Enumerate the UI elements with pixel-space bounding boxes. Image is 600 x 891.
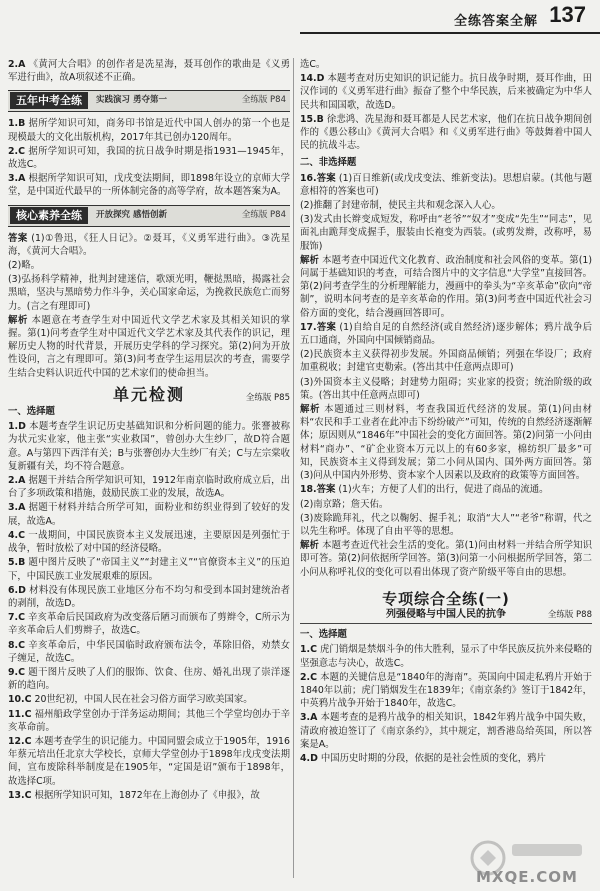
answer-text: (3)发式由长辫变成短发，称呼由“老爷”“奴才”变成“先生”“同志”，见面礼由跪拜变成握手，服装由长袍变为西装。(或剪发辫，改称呼，易服饰): [300, 214, 592, 252]
page-header: [0, 0, 600, 40]
answer-text: 辛亥革命后民国政府为改变落后陋习而颁布了剪辫令，C所示为辛亥革命后人们剪辫子，故选C。: [8, 612, 290, 637]
banner-title: 五年中考全练: [10, 92, 88, 109]
answer-text: 本题意在考查学生对中国近代文学艺术家及其相关知识的掌握。第(1)问考查学生对中国近代文学艺术家及其代表作的识记，理解历史人物的时代背景，开展历史学科的学习探究。第(2)问为开放性设问，言之有理即可。第(3)问考查学生运用层次的考查，需要学生结合史料认识近代中国的艺术家们的使命担当。: [8, 314, 290, 379]
answer-text: (3)弘扬科学精神，批判封建迷信，歌颂光明，鞭挞黑暗，揭露社会黑暗，坚决与黑暗势力作斗争，关心国家命运，为挽救民族危亡而努力。(言之有理即可): [8, 274, 290, 312]
special-subtitle: [300, 608, 592, 624]
answer-number: 4.C: [8, 529, 25, 541]
answer-entry: [8, 273, 290, 313]
answer-text: (2)南京路；詹天佑。: [300, 498, 389, 510]
answer-text: 本题考查学生识记历史基础知识和分析问题的能力。张謇被称为状元实业家，他主张“实业救国”，曾创办大生纱厂，故D符合题意。A与第四下西洋有关；B与张謇创办大生纱厂有关；C与左宗棠收复新疆有关，均不符合题意。: [8, 421, 290, 472]
answer-entry: [8, 708, 290, 734]
answer-number: 18.答案: [300, 484, 336, 496]
entry-list: [8, 420, 290, 802]
section-heading: 二、非选择题: [300, 157, 357, 169]
entry-list: [8, 117, 290, 198]
answer-text: 本题考查对历史知识的识记能力。抗日战争时期，聂耳作曲，田汉作词的《义勇军进行曲》振奋了整个中华民族，后来被确定为中华人民共和国国歌，故选D。: [300, 73, 592, 111]
answer-text: (2)推翻了封建帝制，使民主共和观念深入人心。: [300, 200, 501, 212]
answer-number: 解析: [300, 540, 320, 552]
answer-number: 2.C: [300, 671, 317, 683]
answer-text: 本题考查的是鸦片战争的相关知识，1842年鸦片战争中国失败，清政府被迫签订了《南京条约》，其中规定，割香港岛给英国，所以答案是A。: [300, 712, 592, 750]
answer-number: 11.C: [8, 708, 32, 720]
answer-number: 10.C: [8, 694, 32, 706]
answer-entry: [300, 376, 592, 402]
answer-number: 2.C: [8, 145, 25, 157]
section-heading: 一、选择题: [300, 629, 347, 641]
answer-entry: [8, 58, 290, 84]
answer-text: 徐悲鸿、冼星海和聂耳都是人民艺术家，他们在抗日战争期间创作的《愚公移山》《黄河大合唱》和《义勇军进行曲》等鼓舞着中国人民的抗战斗志。: [300, 113, 592, 152]
answer-text: 根据所学知识可知，戊戌变法期间，即1898年设立的京师大学堂，是中国近代最早的一所体制完备的高等学府，故本题答案为A。: [8, 173, 290, 198]
answer-entry: [8, 259, 290, 272]
answer-entry: [300, 172, 592, 198]
special-title: 专项综合全练(一): [382, 589, 510, 608]
banner-core-literacy: [8, 205, 290, 227]
answer-entry: [300, 539, 592, 579]
answer-text: 根据所学知识可知，1872年在上海创办了《申报》，故: [34, 789, 260, 801]
answer-text: 一战期间，中国民族资本主义发展迅速，主要原因是列强忙于战争，暂时放松了对中国的经济侵略。: [8, 529, 290, 555]
answer-entry: [300, 348, 592, 374]
banner-page-ref: 全练版 P84: [241, 95, 286, 106]
answer-number: 14.D: [300, 73, 325, 85]
special-subtitle-text: 列强侵略与中国人民的抗争: [386, 608, 506, 620]
answer-entry: [300, 321, 592, 347]
banner-five-year-exam: [8, 90, 290, 112]
answer-number: 1.D: [8, 421, 26, 433]
answer-entry: [8, 474, 290, 500]
answer-entry: [8, 117, 290, 143]
answer-text: (2)民族资本主义获得初步发展。外国商品倾销；列强在华设厂；政府加重税收；封建官吏勒索。(答出其中任意两点即可): [300, 349, 592, 374]
answer-text: 据所学知识可知，商务印书馆是近代中国人创办的第一个也是现模最大的文化出版机构，2017年其已创办120周年。: [8, 118, 290, 143]
answer-text: 据题干材料并结合所学可知，面粉业和纺织业得到了较好的发展，故选A。: [8, 502, 290, 527]
special-page-ref: 全练版 P88: [547, 609, 592, 620]
banner-title: 核心素养全练: [10, 207, 88, 224]
answer-entry: [8, 420, 290, 473]
answer-text: (1)①鲁迅，《狂人日记》。②聂耳，《义勇军进行曲》。③冼星海，《黄河大合唱》。: [8, 232, 290, 257]
right-column: [300, 58, 592, 766]
answer-entry: [300, 671, 592, 711]
answer-number: 3.A: [300, 712, 318, 724]
entry-list: [300, 643, 592, 765]
answer-text: 据所学知识可知，我国的抗日战争时期是指1931—1945年，故选C。: [8, 145, 290, 171]
answer-entry: [8, 145, 290, 171]
answer-number: 2.A: [8, 475, 26, 487]
banner-subtitle: 开放探究 感悟创新: [96, 209, 167, 220]
answer-text: 材料没有体现民族工业地区分布不均匀和受到本国封建统治者的剥削，故选D。: [8, 584, 290, 609]
answer-text: (1)自给自足的自然经济(或自然经济)逐步解体；鸦片战争后五口通商，外国向中国倾销商品。: [300, 321, 592, 347]
answer-entry: [300, 512, 592, 538]
answer-text: 选C。: [300, 59, 326, 70]
answer-entry: [300, 498, 592, 511]
answer-number: 16.答案: [300, 172, 336, 184]
answer-entry: [8, 314, 290, 380]
answer-entry: [300, 711, 592, 751]
answer-number: 7.C: [8, 612, 25, 624]
answer-text: 本题考查中国近代文化教育、政治制度和社会风俗的变革。第(1)问属于基础知识的考查，可结合图片中的文字信息“大学堂”直接回答。第(2)问考查学生的分析理解能力，漫画中的拳头为“辛亥革命”砍向“帝制”，说明本问考查的是辛亥革命的作用。第(3)问考查中国近代社会习俗方面的变化，结合漫画回答即可。: [300, 254, 592, 319]
answer-text: (3)废除跪拜礼，代之以鞠躬、握手礼；取消“大人”“老爷”称谓，代之以先生称呼。体现了自由平等的思想。: [300, 512, 592, 537]
answer-number: 15.B: [300, 113, 324, 125]
section-heading: 一、选择题: [8, 406, 55, 418]
entry-list: [300, 172, 592, 579]
watermark-text: MXQE.COM: [476, 868, 578, 886]
answer-entry: [300, 752, 592, 765]
answer-entry: [8, 611, 290, 637]
answer-text: 辛亥革命后，中华民国临时政府颁布法令，革除旧俗，劝禁女子缠足，故选C。: [8, 639, 290, 664]
answer-number: 4.D: [300, 752, 318, 764]
banner-page-ref: 全练版 P84: [241, 209, 286, 220]
answer-entry: [300, 58, 592, 71]
answer-entry: [300, 199, 592, 212]
answer-number: 3.A: [8, 173, 26, 185]
answer-entry: [300, 483, 592, 496]
unit-page-ref: 全练版 P85: [245, 392, 290, 403]
answer-entry: [300, 403, 592, 482]
answer-number: 解析: [300, 254, 320, 266]
answer-number: 8.C: [8, 639, 25, 651]
answer-number: 12.C: [8, 735, 32, 747]
unit-test-title: [8, 384, 290, 404]
answer-entry: [300, 72, 592, 112]
answer-text: 本题通过三则材料，考查我国近代经济的发展。第(1)问由材料“农民和手工业者在此冲击下纷纷破产”可知，传统的自然经济逐渐解体；原因则从“1846年”中国社会的变化方面回答。第(2)问第一小问由材料“商办”、“矿企业资本万元以上的有60多家，棉纺织厂最多”可知，民族资本主义得到发展；第二小问从国内、国外两方面回答。第(3)问从中国内外形势、资本家个人因素以及政府的政策等方面回答。: [300, 404, 592, 482]
answer-entry: [8, 693, 290, 706]
answer-text: 本题考查近代社会生活的变化。第(1)问由材料一并结合所学知识即可答。第(2)问依据所学回答。第(3)问第一小问根据所学回答，第二小问从称呼礼仪的变化可以看出体现了资产阶级平等自由的思想。: [300, 540, 592, 578]
answer-text: 虎门销烟是禁烟斗争的伟大胜利，显示了中华民族反抗外来侵略的坚强意志与决心，故选C。: [300, 644, 592, 669]
entry-list: [8, 58, 290, 84]
answer-entry: [8, 529, 290, 555]
answer-number: 解析: [300, 404, 321, 416]
entry-list: [8, 232, 290, 380]
answer-text: (3)外国资本主义侵略；封建势力阻碍；实业家的投资；统治阶级的政策。(答出其中任意两点即可): [300, 376, 592, 401]
entry-list: [300, 58, 592, 152]
answer-text: (1)火车；方便了人们的出行，促进了商品的流通。: [338, 484, 549, 496]
answer-entry: [8, 666, 290, 692]
answer-number: 解析: [8, 314, 28, 326]
left-column: [8, 58, 290, 803]
answer-text: 据题干并结合所学知识可知，1912年南京临时政府成立后，出台了多项政策和措施，鼓励民族工业的发展，故选A。: [8, 475, 290, 500]
unit-title-text: 单元检测: [112, 384, 185, 404]
answer-entry: [8, 735, 290, 788]
header-rule: [300, 32, 600, 34]
answer-text: (1)百日维新(或戊戌变法、维新变法)。思想启蒙。(其他与题意相符的答案也可): [300, 172, 593, 197]
answer-number: 17.答案: [300, 321, 337, 333]
answer-number: 6.D: [8, 584, 26, 596]
answer-text: 本题考查学生的识记能力。中国同盟会成立于1905年，1916年蔡元培出任北京大学校长，京师大学堂创办于1898年戊戌变法期间，宣布废除科举制度是在1905年，“定国是诏”颁布于1898年，故选择C项。: [8, 735, 290, 787]
answer-entry: [8, 639, 290, 665]
answer-text: (2)略。: [8, 260, 41, 272]
answer-number: 13.C: [8, 789, 32, 801]
answer-number: 9.C: [8, 666, 25, 678]
answer-text: 中国历史时期的分段，依据的是社会性质的变化，鸦片: [320, 752, 546, 764]
answer-entry: [8, 789, 290, 802]
banner-subtitle: 实践演习 勇夺第一: [96, 95, 167, 106]
answer-entry: [300, 254, 592, 320]
answer-text: 福州船政学堂创办于洋务运动期间；其他三个学堂均创办于辛亥革命前。: [8, 708, 290, 733]
answer-entry: [8, 501, 290, 527]
answer-entry: [300, 643, 592, 669]
header-title: 全练答案全解: [453, 14, 538, 29]
answer-number: 2.A: [8, 59, 26, 70]
answer-text: 本题的关键信息是“1840年的海南”。英国向中国走私鸦片开始于1840年以前；虎门销烟发生在1839年；《南京条约》签订于1842年，中英鸦片战争开始于1840年，故选C。: [300, 671, 593, 710]
answer-text: 题干图片反映了人们的服饰、饮食、住房、婚礼出现了崇洋逐新的趋向。: [8, 666, 290, 692]
answer-entry: [300, 113, 592, 153]
answer-text: 20世纪初，中国人民在社会习俗方面学习欧美国家。: [34, 694, 253, 706]
answer-entry: [8, 584, 290, 610]
answer-number: 1.C: [300, 644, 317, 656]
page-number: 137: [549, 2, 586, 27]
answer-number: 3.A: [8, 502, 26, 514]
answer-entry: [8, 232, 290, 258]
column-divider: [293, 58, 294, 878]
answer-entry: [300, 213, 592, 253]
answer-number: 1.B: [8, 118, 26, 130]
answer-entry: [8, 172, 290, 198]
answer-number: 5.B: [8, 557, 26, 569]
answer-number: 答案: [8, 232, 28, 244]
answer-text: 《黄河大合唱》的创作者是冼星海，聂耳创作的歌曲是《义勇军进行曲》，故A项叙述不正确。: [8, 59, 290, 84]
answer-entry: [8, 556, 290, 582]
answer-text: 题中图片反映了“帝国主义”“封建主义”“官僚资本主义”的压迫下，中国民族工业发展艰难的原因。: [8, 557, 290, 582]
